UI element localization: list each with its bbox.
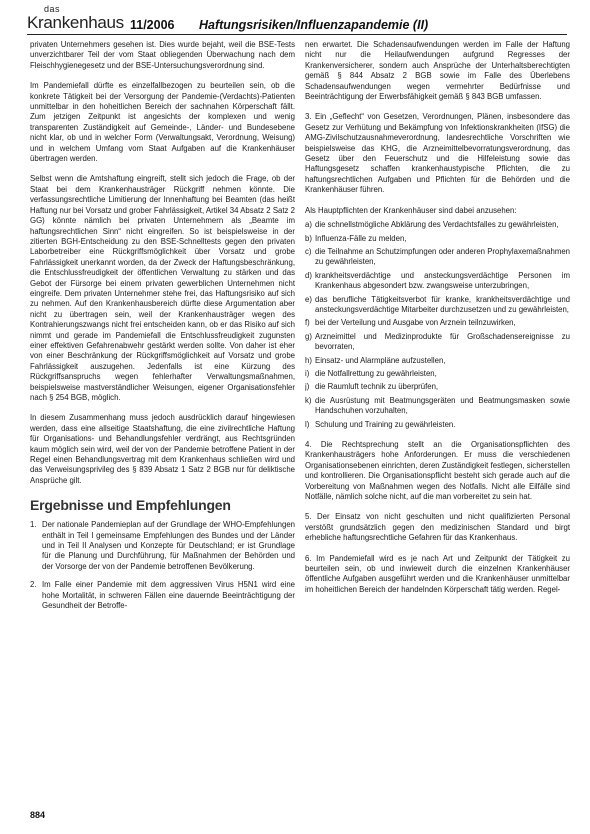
list-marker: a) xyxy=(305,220,312,230)
list-text: das berufliche Tätigkeitsverbot für kranke, krankheitsverdächtige und ansteckungsverdächtige Mitarbeiter durchzusetzen und zu gewährleisten, xyxy=(315,294,570,314)
list-item xyxy=(305,247,570,268)
list-item xyxy=(305,234,570,244)
list-text: Arzneimittel und Medizinprodukte für Großschadensereignisse zu bevorraten, xyxy=(315,331,570,352)
list-item xyxy=(305,271,570,292)
item-number: 1. xyxy=(30,520,37,530)
list-text: die Teilnahme an Schutzimpfungen oder anderen Prophylaxemaßnahmen zu gewährleisten, xyxy=(315,246,570,267)
list-item xyxy=(305,295,570,316)
running-title: Haftungsrisiken/Influenzapandemie (II) xyxy=(199,18,429,32)
list-text: Influenza-Fälle zu melden, xyxy=(315,233,407,243)
list-text: die Notfallrettung zu gewährleisten, xyxy=(315,368,437,378)
list-item xyxy=(305,318,570,328)
right-paragraph: nen erwartet. Die Schadensaufwendungen werden im Falle der Haftung nicht nur die Heilaufwendungen aufgrund Regresses der Krankenversicherer, sondern auch Ansprüche der Unterhaltsberechtigten gemäß § 844 Absatz 2 BGB sowie im Falle des Überlebens Schadensaufwendungen wegen vermehrter Bedürfnisse und Beeinträchtigung der Erwerbsfähigkeit gemäß § 843 BGB umfassen. xyxy=(305,40,570,102)
list-marker: k) xyxy=(305,395,312,405)
item-text: Im Falle einer Pandemie mit dem aggressiven Virus H5N1 wird eine hohe Mortalität, in schweren Fällen eine dauernde Beeinträchtigung der Gesundheit der Betroffe- xyxy=(42,580,295,611)
list-marker: d) xyxy=(305,270,312,280)
list-marker: e) xyxy=(305,294,312,304)
logo-small-text: das xyxy=(44,4,61,14)
logo-title: Krankenhaus xyxy=(27,13,124,32)
list-item xyxy=(305,356,570,366)
list-item xyxy=(305,369,570,379)
list-marker: g) xyxy=(305,331,312,341)
list-marker: f) xyxy=(305,318,310,328)
list-text: krankheitsverdächtige und ansteckungsverdächtige Personen im Krankenhaus abgesondert bzw. zwangsweise unterzubringen, xyxy=(315,270,570,291)
list-item xyxy=(305,420,570,430)
issue-number: 11/2006 xyxy=(130,18,175,32)
list-item xyxy=(305,220,570,230)
right-column xyxy=(305,40,570,820)
section-heading: Ergebnisse und Empfehlungen xyxy=(30,497,231,514)
list-item xyxy=(305,382,570,392)
list-item xyxy=(305,332,570,353)
right-paragraph: 3. Ein „Geflecht“ von Gesetzen, Verordnungen, Plänen, insbesondere das Gesetz zur Verhütung und Bekämpfung von Infektionskrankheiten (IfSG) die AMG-Zivilschutzausnahmeverordnung, landesrechtliche Vorschriften wie beispielsweise das KHG, die Arzneimittelbevorratungsverordnung, das Gesetz über den Feuerschutz und die Hilfeleistung sowie das Haftungsgesetz schaffen krankenhaustypische Pflichten, die zu haftungsrechtlichen Aufgaben und Pflichten für die Behörden und die Krankenhäuser führen. xyxy=(305,112,570,195)
right-paragraph: Als Hauptpflichten der Krankenhäuser sind dabei anzusehen: xyxy=(305,205,517,215)
item-number: 2. xyxy=(30,580,37,590)
numbered-item xyxy=(30,580,295,611)
list-text: Einsatz- und Alarmpläne aufzustellen, xyxy=(315,355,446,365)
list-text: die Raumluft technik zu überprüfen, xyxy=(315,382,439,392)
page-number: 884 xyxy=(30,810,46,820)
list-marker: i) xyxy=(305,368,310,378)
obligations-list xyxy=(305,220,570,430)
right-paragraph: 5. Der Einsatz von nicht geschulten und nicht qualifizierten Personal verstößt grundsätzlich gegen den medizinischen Standard und birgt erhebliche haftungsrechtliche Gefahren für das Krankenhaus. xyxy=(305,512,570,543)
list-marker: l) xyxy=(305,419,310,429)
page-header xyxy=(27,4,567,34)
list-text: Schulung und Training zu gewährleisten. xyxy=(315,419,456,429)
numbered-item xyxy=(30,520,295,572)
left-column xyxy=(30,40,295,820)
header-divider xyxy=(27,34,567,35)
item-text: Der nationale Pandemieplan auf der Grundlage der WHO-Empfehlungen enthält in Teil I gemeinsame Empfehlungen des Bundes und der Länder und in Teil II Analysen und Konzepte für Deutschland; er ist Grundlage für die Planung und Durchführung, für Maßnahmen der Behörden und der Vorsorge der von der Pandemie betroffenen Bevölkerung. xyxy=(42,520,295,571)
list-marker: c) xyxy=(305,246,312,256)
left-paragraph: Selbst wenn die Amtshaftung eingreift, stellt sich jedoch die Frage, ob der Staat bei dem Krankenhausträger Rückgriff nehmen könnte. Die verfassungsrechtliche Limitierung der Innenhaftung bei Beamten (das heißt Haftung nur bei Vorsatz und grober Fahrlässigkeit, Artikel 34 Absatz 2 Satz 2 GG) könnte nämlich bei privaten Unternehmern als „Beamte im haftungsrechtlichen Sinn“ nicht eingreifen. So ist beispielsweise in der zitierten BGH-Entscheidung zu den BSE-Schnelltests gegen den privaten Laborbetreiber eine Rückgriffsmöglichkeit über Vorsatz und grobe Fahrlässigkeit unerkannt worden, da der Zweck der Haftungsbeschränkung, die Entschlussfreudigkeit der öffentlichen Verwaltung zu stärken und das Gebot der Fürsorge bei einem privaten gewerblichen Unternehmen nicht eingreife. Dem privaten Unternehmer stehe frei, das Haftungsrisiko auf sich zu nehmen. Auf den Krankenhausbereich dürfte diese Argumentation aber nicht zu übertragen sein, weil der Krankenhausträger wegen des Kontrahierungszwangs nicht frei entscheiden kann, ob er das Risiko auf sich nimmt und gerade im Pandemiefall die Entschlussfreudigkeit zugunsten einer effektiven Gefahrenabwehr gestärkt werden sollte. Von daher ist eher von einer Beschränkung der Rückgriffsmöglichkeit auf Vorsatz und grobe Fahrlässigkeit auszugehen. Jedenfalls ist eine Kürzung des Rückgriffsanspruchs wegen fehlerhafter Verwaltungsmaßnahmen, beispielsweise mastverständlicher Weisungen, eigener Organisationsfehler nach § 254 BGB, möglich. xyxy=(30,174,295,402)
list-text: die schnellstmögliche Abklärung des Verdachtsfalles zu gewährleisten, xyxy=(315,220,559,230)
list-text: die Ausrüstung mit Beatmungsgeräten und Beatmungsmasken sowie Handschuhen vorzuhalten, xyxy=(315,395,570,416)
list-marker: h) xyxy=(305,355,312,365)
list-marker: j) xyxy=(305,382,310,392)
right-paragraph: 4. Die Rechtsprechung stellt an die Organisationspflichten des Krankenhausträgers hohe Anforderungen. Er muss die verschiedenen Organisationsebenen einrichten, deren Zuständigkeit festlegen, sicherstellen und kontrollieren. Die Organisationspflicht besteht sich gerade auch auf die Vorbereitung von Maßnahmen wegen des Notfalls. Nicht alle Eilfälle sind Notfälle, nämlich solche nicht, auf die man vorbereitet zu sein hat. xyxy=(305,440,570,502)
list-marker: b) xyxy=(305,233,312,243)
list-item xyxy=(305,396,570,417)
list-text: bei der Verteilung und Ausgabe von Arznein teilnzuwirken, xyxy=(315,318,516,328)
right-paragraph: 6. Im Pandemiefall wird es je nach Art und Zeitpunkt der Tätigkeit zu beurteilen sein, ob und inwieweit durch die einzelnen Krankenhäuser öffentliche Aufgaben ausgeführt werden und die Krankenhäuser unmittelbar im hoheitlichen Bereich der handelnden Körperschaft tätig werden. Regel- xyxy=(305,553,570,594)
left-paragraph: Im Pandemiefall dürfte es einzelfallbezogen zu beurteilen sein, ob die konkrete Tätigkeit bei der Versorgung der Pandemie-(Verdachts)-Patienten unmittelbar in den hoheitlichen Bereich der sachnahen Körperschaft fällt. Zum jetzigen Zeitpunkt ist angesichts der komplexen und wenig transparenten Zuständigkeit auf Gemeinde-, Länder- und Bundesebene nicht klar, ob und in welcher Form (Verwaltungsakt, Verordnung, Weisung) und in welchem Umfang vom Staat Aufgaben auf die Krankenhäuser übertragen werden. xyxy=(30,81,295,164)
left-paragraph: privaten Unternehmers gesehen ist. Dies wurde bejaht, weil die BSE-Tests unverzichtbarer Teil der vom Staat obliegenden Überwachung nach dem Fleischhygienegesetz und der BSE-Untersuchungsverordnung sind. xyxy=(30,40,295,70)
left-paragraph: In diesem Zusammenhang muss jedoch ausdrücklich darauf hingewiesen werden, dass eine allseitige Staatshaftung, die eine zivilrechtliche Haftung für Organisations- und Behandlungsfehler verdrängt, aus Rechtsgründen kaum möglich sein wird, weil der von der Pandemie betroffene Patient in der Regel einen Behandlungsvertrag mit dem Krankenhaus schließen wird und das Verweisungsprivileg des § 839 Absatz 1 Satz 2 BGB nur für deliktische Ansprüche gilt. xyxy=(30,413,295,485)
